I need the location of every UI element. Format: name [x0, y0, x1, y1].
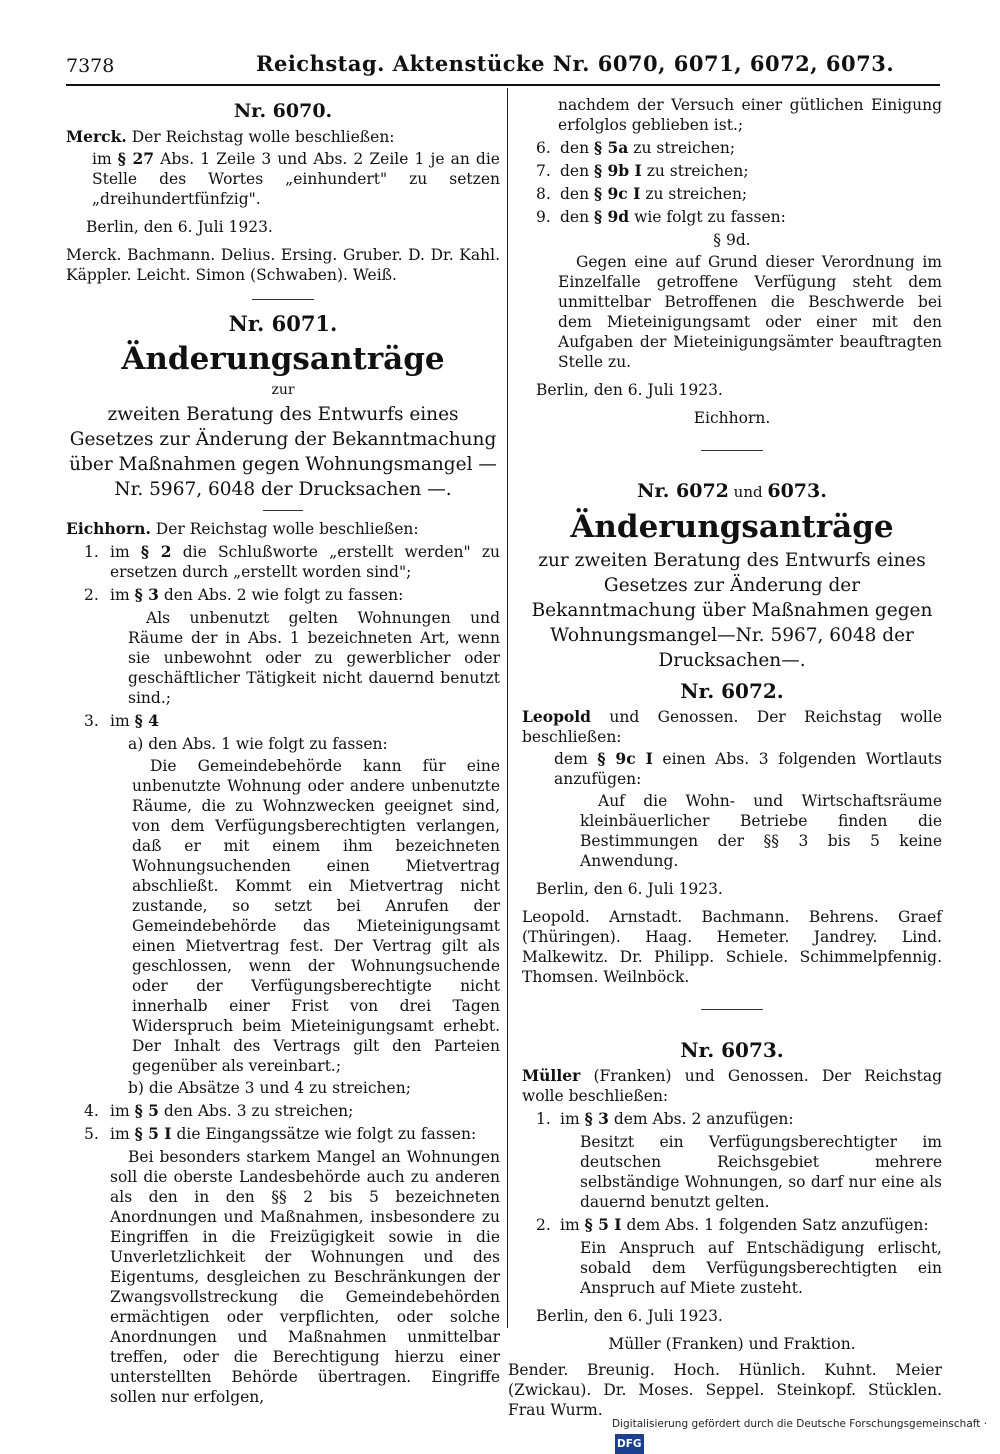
nr6072-signatures: Leopold. Arnstadt. Bachmann. Behrens. Graef (Thüringen). Haag. Hemeter. Jandrey. Lind. Malkewitz. Dr. Philipp. Schiele. Schimmelpfennig. Thomsen. Weilnböck.	[522, 908, 942, 986]
paragraph-ref: § 3	[584, 1109, 609, 1128]
section-label: § 9d.	[713, 231, 751, 249]
mover-name: Leopold	[522, 707, 592, 726]
heading-part: Nr. 6072	[637, 480, 729, 502]
item-text: im	[110, 1102, 135, 1120]
list-item	[66, 711, 500, 731]
item-text: den	[560, 139, 595, 157]
footer-text: Digitalisierung gefördert durch die Deutsche Forschungsgemeinschaft ·	[612, 1418, 988, 1430]
nr6073-signatures: Bender. Breunig. Hoch. Hünlich. Kuhnt. Meier (Zwickau). Dr. Moses. Seppel. Steinkopf. Stücklen. Frau Wurm.	[508, 1361, 942, 1419]
item-text: im	[560, 1216, 585, 1234]
paragraph-ref: § 9b I	[594, 161, 642, 180]
item-number: 9.	[536, 208, 551, 226]
item-number: 8.	[536, 185, 551, 203]
item-text: den Abs. 3 zu streichen;	[158, 1102, 354, 1120]
list-item	[522, 207, 942, 227]
item-number: 6.	[536, 139, 551, 157]
nr6072-body	[522, 749, 942, 789]
section-rule	[263, 510, 303, 511]
item-text: im	[110, 586, 135, 604]
page-number: 7378	[66, 55, 115, 77]
list-item	[522, 1215, 942, 1235]
section-rule	[701, 450, 763, 451]
nr6071-motion	[66, 519, 500, 539]
body-text: Abs. 1 Zeile 3 und Abs. 2 Zeile 1 je an die Stelle des Wortes „einhundert" zu setzen „dreihundertfünfzig".	[92, 150, 500, 208]
signature: Eichhorn.	[693, 409, 771, 427]
paragraph-ref: § 5 I	[584, 1215, 622, 1234]
paragraph-ref: § 5 I	[134, 1124, 172, 1143]
item-text: im	[560, 1110, 585, 1128]
quoted-text: Ein Anspruch auf Entschädigung erlischt, sobald dem Verfügungsberechtigten ein Anspruch auf Miete zusteht.	[580, 1239, 942, 1297]
list-item	[522, 161, 942, 181]
quoted-text: Besitzt ein Verfügungsberechtigter im deutschen Reichsgebiet mehrere selbständige Wohnungen, so darf nur eine als dauernd benutzt gelten.	[580, 1133, 942, 1211]
nr6073-heading: Nr. 6073.	[680, 1038, 784, 1062]
left-column	[66, 95, 500, 1409]
item-text: die Eingangssätze wie folgt zu fassen:	[171, 1125, 477, 1143]
date-line: Berlin, den 6. Juli 1923.	[536, 381, 723, 399]
list-item	[66, 1124, 500, 1144]
nr6072-6073-title: Änderungsanträge	[570, 509, 894, 545]
list-item	[522, 138, 942, 158]
item-number: 1.	[536, 1110, 551, 1128]
motion-intro: (Franken) und Genossen. Der Reichstag wolle beschließen:	[522, 1067, 942, 1105]
item-text: im	[110, 543, 141, 561]
list-item	[522, 184, 942, 204]
dfg-logo: DFG	[615, 1434, 644, 1454]
nr6073-motion	[522, 1066, 942, 1106]
paragraph-ref: § 9d	[594, 207, 630, 226]
list-item	[66, 1101, 500, 1121]
heading-part: 6073.	[767, 480, 827, 502]
digitization-footer	[612, 1414, 1000, 1454]
item-number: 4.	[84, 1102, 99, 1120]
item-number: 2.	[84, 586, 99, 604]
paragraph-ref: § 27	[117, 149, 155, 168]
item-text: im	[110, 712, 135, 730]
item-text: dem Abs. 1 folgenden Satz anzufügen:	[621, 1216, 929, 1234]
right-column	[508, 95, 942, 1426]
nr6070-body	[66, 149, 500, 209]
nr6072-heading: Nr. 6072.	[680, 679, 784, 703]
item-number: 7.	[536, 162, 551, 180]
item-text: zu streichen;	[640, 185, 748, 203]
item-text: zu streichen;	[641, 162, 749, 180]
quoted-text: Auf die Wohn- und Wirtschaftsräume kleinbäuerlicher Betriebe finden die Bestimmungen der §§ 3 bis 5 keine Anwendung.	[580, 792, 942, 870]
item-text: den	[560, 185, 595, 203]
section-rule	[701, 1009, 763, 1010]
motion-intro: Der Reichstag wolle beschließen:	[155, 520, 419, 538]
nr6071-zur: zur	[271, 382, 295, 398]
date-line: Berlin, den 6. Juli 1923.	[536, 880, 723, 898]
list-item	[66, 585, 500, 605]
item-text: die Schlußworte „erstellt werden" zu ersetzen durch „erstellt worden sind";	[110, 543, 500, 581]
sub-item: b) die Absätze 3 und 4 zu streichen;	[128, 1079, 411, 1097]
quoted-text: Bei besonders starkem Mangel an Wohnungen soll die oberste Landesbehörde auch zu anderen als den in den §§ 2 bis 5 bezeichneten Anordnungen und Maßnahmen, insbesondere zu Eingriffen in die Freizügigkeit sowie in die Unverletzlichkeit der Wohnungen und des Eigentums, desgleichen zu Beschränkungen der Zwangsvollstreckung die Gemeindebehörden ermächtigen oder verpflichten, oder solche Anordnungen und Maßnahmen unmittelbar treffen, oder die Berechtigung hierzu einer unterstellten Behörde übertragen. Eingriffe sollen nur erfolgen,	[110, 1148, 500, 1406]
nr6070-heading: Nr. 6070.	[233, 100, 333, 122]
nr6072-6073-subtitle: zur zweiten Beratung des Entwurfs eines Gesetzes zur Änderung der Bekanntmachung über Maßnahmen gegen Wohnungsmangel—Nr. 5967, 6048 der Drucksachen—.	[531, 550, 933, 671]
motion-intro: und Genossen. Der Reichstag wolle beschließen:	[522, 708, 942, 746]
quoted-text: Gegen eine auf Grund dieser Verordnung im Einzelfalle getroffene Verfügung steht dem unmittelbar Betroffenen die Beschwerde bei dem Mieteinigungsamt oder einer mit den Aufgaben der Mieteinigungsämter beauftragten Stelle zu.	[558, 253, 942, 371]
paragraph-ref: § 2	[140, 542, 172, 561]
item-text: wie folgt zu fassen:	[629, 208, 786, 226]
section-rule	[252, 299, 314, 300]
nr6070-date: Berlin, den 6. Juli 1923.	[86, 218, 273, 236]
continuation-text: nachdem der Versuch einer gütlichen Einigung erfolglos geblieben ist.;	[558, 96, 942, 134]
motion-intro: Der Reichstag wolle beschließen:	[131, 128, 395, 146]
page-header	[66, 51, 940, 86]
nr6072-6073-heading	[522, 481, 942, 502]
nr6070-signatures: Merck. Bachmann. Delius. Ersing. Gruber. D. Dr. Kahl. Käppler. Leicht. Simon (Schwaben). Weiß.	[66, 246, 500, 284]
date-line: Berlin, den 6. Juli 1923.	[536, 1307, 723, 1325]
body-text: dem	[554, 750, 598, 768]
item-number: 1.	[84, 543, 99, 561]
body-text: im	[92, 150, 118, 168]
paragraph-ref: § 9c I	[597, 749, 653, 768]
nr6071-heading: Nr. 6071.	[228, 311, 338, 336]
item-text: den Abs. 2 wie folgt zu fassen:	[158, 586, 404, 604]
item-number: 2.	[536, 1216, 551, 1234]
paragraph-ref: § 5	[134, 1101, 159, 1120]
nr6071-title: Änderungsanträge	[121, 341, 445, 377]
item-number: 5.	[84, 1125, 99, 1143]
mover-name: Eichhorn.	[66, 519, 151, 538]
paragraph-ref: § 9c I	[594, 184, 641, 203]
column-divider	[507, 88, 508, 1328]
list-item	[66, 542, 500, 582]
item-text: den	[560, 162, 595, 180]
sub-item: a) den Abs. 1 wie folgt zu fassen:	[128, 735, 388, 753]
quoted-text: Als unbenutzt gelten Wohnungen und Räume der in Abs. 1 bezeichneten Art, wenn sie unbewohnt oder zu gewerblicher oder geschäftlicher Tätigkeit nicht dauernd benutzt sind.;	[128, 609, 500, 707]
nr6072-motion	[522, 707, 942, 747]
item-number: 3.	[84, 712, 99, 730]
item-text: den	[560, 208, 595, 226]
heading-part: und	[728, 483, 768, 501]
item-text: zu streichen;	[628, 139, 736, 157]
running-title: Reichstag. Aktenstücke Nr. 6070, 6071, 6072, 6073.	[256, 51, 895, 76]
list-item	[522, 1109, 942, 1129]
paragraph-ref: § 3	[134, 585, 159, 604]
body-text: einen Abs. 3 folgenden Wortlauts anzufügen:	[554, 750, 942, 788]
mover-name: Merck.	[66, 127, 127, 146]
quoted-text: Die Gemeindebehörde kann für eine unbenutzte Wohnung oder andere unbenutzte Räume, die zu Wohnzwecken geeignet sind, von dem Verfügungsberechtigten verlangen, daß er mit einem ihm bezeichneten Wohnungsuchenden einen Mietvertrag abschließt. Kommt ein Mietvertrag nicht zustande, so setzt bei Anrufen der Gemeindebehörde das Mieteinigungsamt einen Mietvertrag fest. Der Vertrag gilt als geschlossen, wenn der Wohnungsuchende oder der Verfügungsberechtigte nicht innerhalb einer Frist von drei Tagen Widerspruch beim Mieteinigungsamt erhebt. Der Inhalt des Vertrags gilt den Parteien gegenüber als vereinbart.;	[132, 757, 500, 1075]
group-name: Müller (Franken) und Fraktion.	[608, 1335, 856, 1353]
nr6070-motion	[66, 127, 500, 147]
paragraph-ref: § 4	[134, 711, 159, 730]
item-text: dem Abs. 2 anzufügen:	[608, 1110, 794, 1128]
nr6071-subtitle: zweiten Beratung des Entwurfs eines Gesetzes zur Änderung der Bekanntmachung über Maßnahmen gegen Wohnungsmangel — Nr. 5967, 6048 der Drucksachen —.	[69, 404, 497, 500]
item-text: im	[110, 1125, 135, 1143]
mover-name: Müller	[522, 1066, 581, 1085]
paragraph-ref: § 5a	[594, 138, 629, 157]
